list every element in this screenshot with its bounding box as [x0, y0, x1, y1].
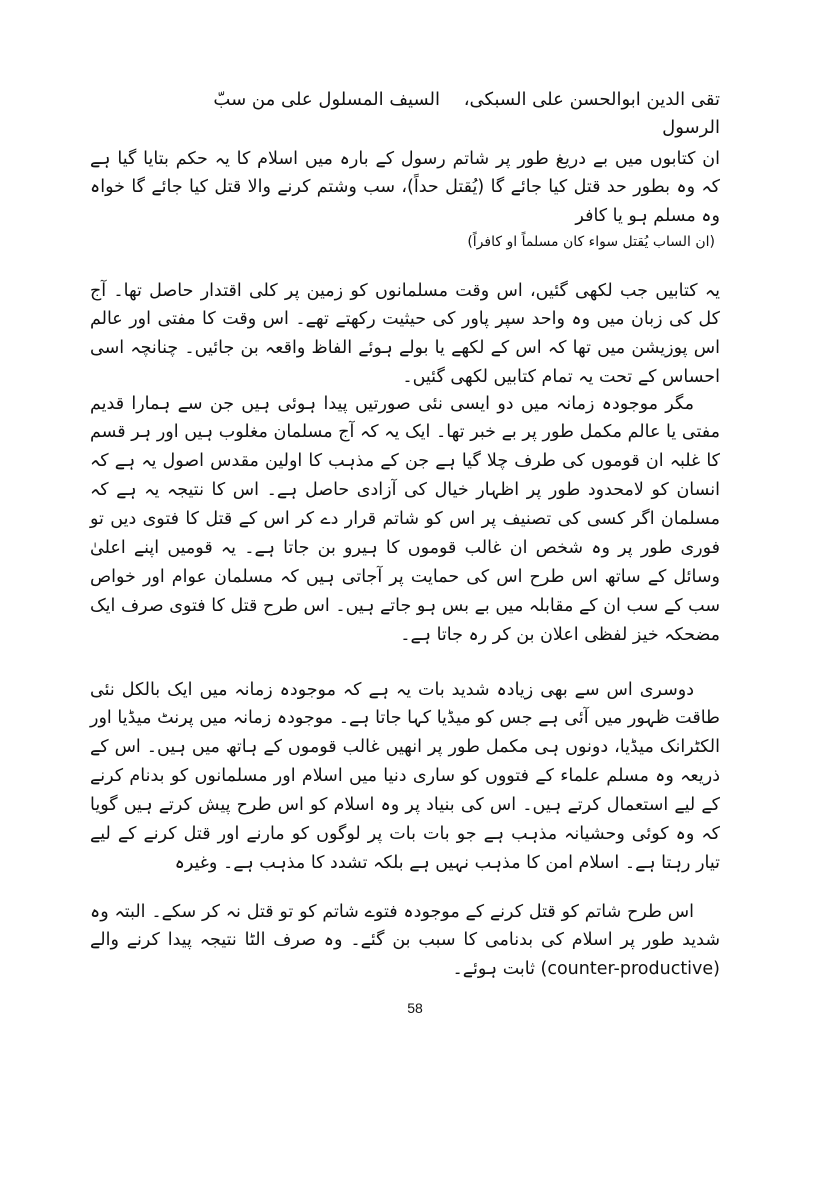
header-book-title: السیف المسلول علی من سبّ الرسول: [213, 89, 720, 138]
paragraph-1: ان کتابوں میں بے دریغ طور پر شاتم رسول کے بارہ میں اسلام کا یہ حکم بتایا گیا ہے کہ وہ بطور حد قتل کیا جائے گا (یُقتل حداً)، سب وشتم کرنے والا قتل کیا جائے گا خواہ وہ مسلم ہو یا کافر: [90, 148, 720, 227]
paragraph-5: اس طرح شاتم کو قتل کرنے کے موجودہ فتوے شاتم کو تو قتل نہ کر سکے۔ البتہ وہ شدید طور پر اسلام کی بدنامی کا سبب بن گئے۔ وہ صرف الٹا نتیجہ پیدا کرنے والے (counter-productive) ثابت ہوئے۔: [90, 901, 720, 980]
page-number: 58: [407, 1000, 423, 1016]
paragraph-2: یہ کتابیں جب لکھی گئیں، اس وقت مسلمانوں کو زمین پر کلی اقتدار حاصل تھا۔ آج کل کی زبان میں وہ واحد سپر پاور کی حیثیت رکھتے تھے۔ اس وقت کا مفتی اور عالم اس پوزیشن میں تھا کہ اس کے لکھے یا بولے ہوئے الفاظ واقعہ بن جائیں۔ چنانچہ اسی احساس کے تحت یہ تمام کتابیں لکھی گئیں۔: [90, 280, 720, 388]
paragraph-3: مگر موجودہ زمانہ میں دو ایسی نئی صورتیں پیدا ہوئی ہیں جن سے ہمارا قدیم مفتی یا عالم مکمل طور پر بے خبر تھا۔ ایک یہ کہ آج مسلمان مغلوب ہیں اور ہر قسم کا غلبہ ان قوموں کی طرف چلا گیا ہے جن کے مذہب کا اولین مقدس اصول یہ ہے کہ انسان کو لامحدود طور پر اظہار خیال کی آزادی حاصل ہے۔ اس کا نتیجہ یہ ہے کہ مسلمان اگر کسی کی تصنیف پر اس کو شاتم قرار دے کر اس کے قتل کا فتوی دیں تو فوری طور پر وہ شخص ان غالب قوموں کا ہیرو بن جاتا ہے۔ یہ قومیں اپنے اعلیٰ وسائل کے ساتھ اس طرح اس کی حمایت پر آجاتی ہیں کہ مسلمان عوام اور خواص سب کے سب ان کے مقابلہ میں بے بس ہو جاتے ہیں۔ اس طرح قتل کا فتوی صرف ایک مضحکہ خیز لفظی اعلان بن کر رہ جاتا ہے۔: [90, 393, 720, 645]
arabic-quote: (ان الساب یُقتل سواء کان مسلماً او کافراً): [467, 234, 715, 250]
header-author: تقی الدین ابوالحسن علی السبکی،: [463, 89, 720, 110]
paragraph-4: دوسری اس سے بھی زیادہ شدید بات یہ ہے کہ موجودہ زمانہ میں ایک بالکل نئی طاقت ظہور میں آئی ہے جس کو میڈیا کہا جاتا ہے۔ موجودہ زمانہ میں پرنٹ میڈیا اور الکٹرانک میڈیا، دونوں ہی مکمل طور پر انھیں غالب قوموں کے ہاتھ میں ہیں۔ اس کے ذریعہ وہ مسلم علماء کے فتووں کو ساری دنیا میں اسلام اور مسلمانوں کو بدنام کرنے کے لیے استعمال کرتے ہیں۔ اس کی بنیاد پر وہ اسلام کو اس طرح پیش کرتے ہیں گویا کہ وہ کوئی وحشیانہ مذہب ہے جو بات بات پر لوگوں کو مارنے اور قتل کرنے کے لیے تیار رہتا ہے۔ اسلام امن کا مذہب نہیں ہے بلکہ تشدد کا مذہب ہے۔ وغیرہ: [90, 679, 720, 873]
running-header: [160, 86, 720, 142]
